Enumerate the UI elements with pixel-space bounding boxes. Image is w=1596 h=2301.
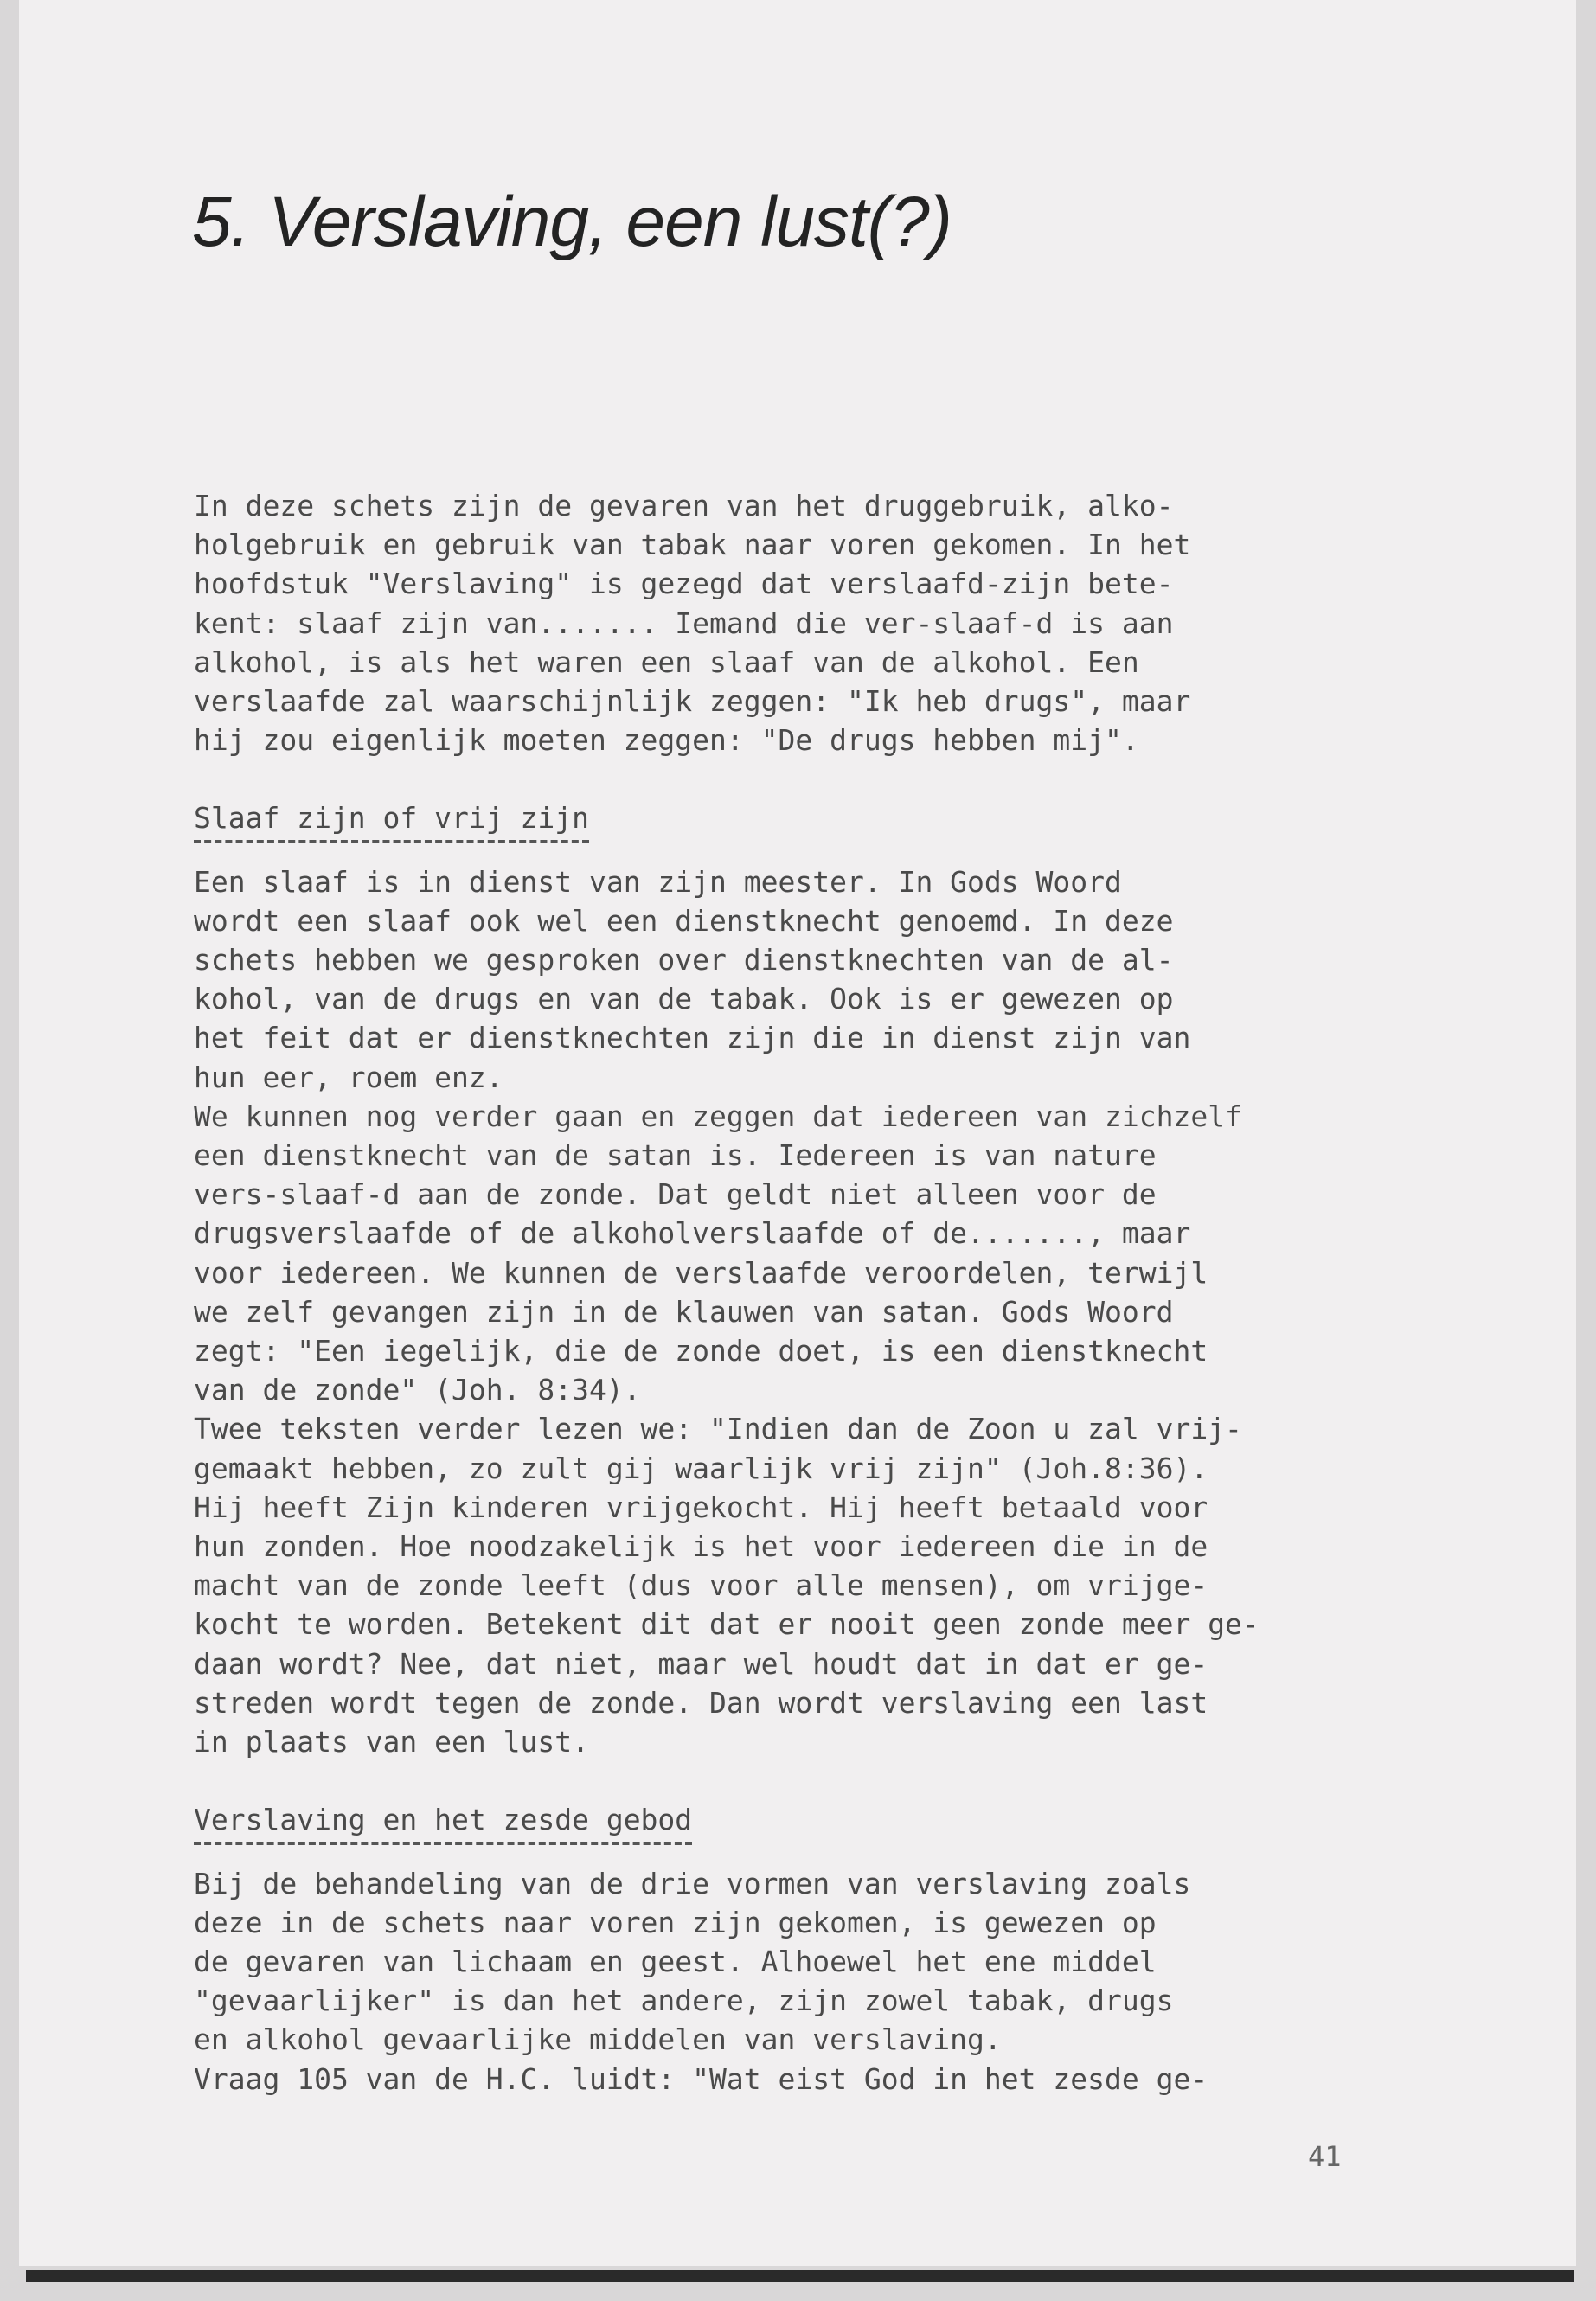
text-line: daan wordt? Nee, dat niet, maar wel houdt dat in dat er ge- — [194, 1646, 1208, 1681]
text-line: macht van de zonde leeft (dus voor alle mensen), om vrijge- — [194, 1568, 1208, 1603]
text-line: een dienstknecht van de satan is. Iedereen is van nature — [194, 1138, 1157, 1173]
text-line: streden wordt tegen de zonde. Dan wordt verslaving een last — [194, 1685, 1208, 1720]
text-line: vers-slaaf-d aan de zonde. Dat geldt niet alleen voor de — [194, 1177, 1157, 1212]
chapter-body — [194, 486, 1457, 2099]
text-line: kocht te worden. Betekent dit dat er nooit geen zonde meer ge- — [194, 1607, 1259, 1642]
text-line: holgebruik en gebruik van tabak naar voren gekomen. In het — [194, 528, 1191, 562]
text-line: kohol, van de drugs en van de tabak. Ook is er gewezen op — [194, 982, 1174, 1016]
text-line: we zelf gevangen zijn in de klauwen van satan. Gods Woord — [194, 1294, 1174, 1329]
text-line: Bij de behandeling van de drie vormen van verslaving zoals — [194, 1866, 1191, 1900]
text-line: In deze schets zijn de gevaren van het druggebruik, alko- — [194, 489, 1174, 522]
text-line: alkohol, is als het waren een slaaf van de alkohol. Een — [194, 644, 1139, 679]
text-line: We kunnen nog verder gaan en zeggen dat iedereen van zichzelf — [194, 1099, 1242, 1133]
page-number: 41 — [1308, 2140, 1342, 2173]
text-line: de gevaren van lichaam en geest. Alhoewel het ene middel — [194, 1944, 1157, 1978]
text-line: Hij heeft Zijn kinderen vrijgekocht. Hij heeft betaald voor — [194, 1490, 1208, 1524]
page-bottom-edge — [26, 2270, 1574, 2282]
text-line: gemaakt hebben, zo zult gij waarlijk vrij zijn" (Joh.8:36). — [194, 1451, 1208, 1485]
section-heading-slaaf: Slaaf zijn of vrij zijn — [194, 798, 589, 843]
text-line: Twee teksten verder lezen we: "Indien dan de Zoon u zal vrij- — [194, 1412, 1242, 1446]
section-slaaf-text — [194, 862, 1457, 1762]
text-line: hij zou eigenlijk moeten zeggen: "De drugs hebben mij". — [194, 723, 1139, 758]
text-line: in plaats van een lust. — [194, 1725, 589, 1759]
text-line: het feit dat er dienstknechten zijn die in dienst zijn van — [194, 1021, 1191, 1055]
text-line: van de zonde" (Joh. 8:34). — [194, 1373, 641, 1407]
text-line: drugsverslaafde of de alkoholverslaafde of de......., maar — [194, 1216, 1191, 1251]
text-line: wordt een slaaf ook wel een dienstknecht genoemd. In deze — [194, 903, 1174, 938]
text-line: hun zonden. Hoe noodzakelijk is het voor iedereen die in de — [194, 1529, 1208, 1564]
section-zesde-gebod-text — [194, 1864, 1457, 2099]
text-line: Vraag 105 van de H.C. luidt: "Wat eist God in het zesde ge- — [194, 2061, 1208, 2096]
chapter-title: 5. Verslaving, een lust(?) — [192, 183, 952, 261]
text-line: hoofdstuk "Verslaving" is gezegd dat verslaafd-zijn bete- — [194, 567, 1174, 601]
text-line: deze in de schets naar voren zijn gekomen, is gewezen op — [194, 1905, 1157, 1939]
text-line: schets hebben we gesproken over dienstknechten van de al- — [194, 943, 1174, 977]
text-line: "gevaarlijker" is dan het andere, zijn zowel tabak, drugs — [194, 1984, 1174, 2018]
text-line: Een slaaf is in dienst van zijn meester. In Gods Woord — [194, 864, 1122, 899]
text-line: zegt: "Een iegelijk, die de zonde doet, is een dienstknecht — [194, 1334, 1208, 1368]
intro-paragraph — [194, 486, 1457, 760]
text-line: voor iedereen. We kunnen de verslaafde veroordelen, terwijl — [194, 1255, 1208, 1290]
text-line: hun eer, roem enz. — [194, 1060, 503, 1094]
text-line: kent: slaaf zijn van....... Iemand die ver-slaaf-d is aan — [194, 606, 1174, 640]
text-line: verslaafde zal waarschijnlijk zeggen: "Ik heb drugs", maar — [194, 684, 1191, 719]
section-heading-zesde-gebod: Verslaving en het zesde gebod — [194, 1800, 692, 1844]
text-line: en alkohol gevaarlijke middelen van verslaving. — [194, 2022, 1002, 2057]
